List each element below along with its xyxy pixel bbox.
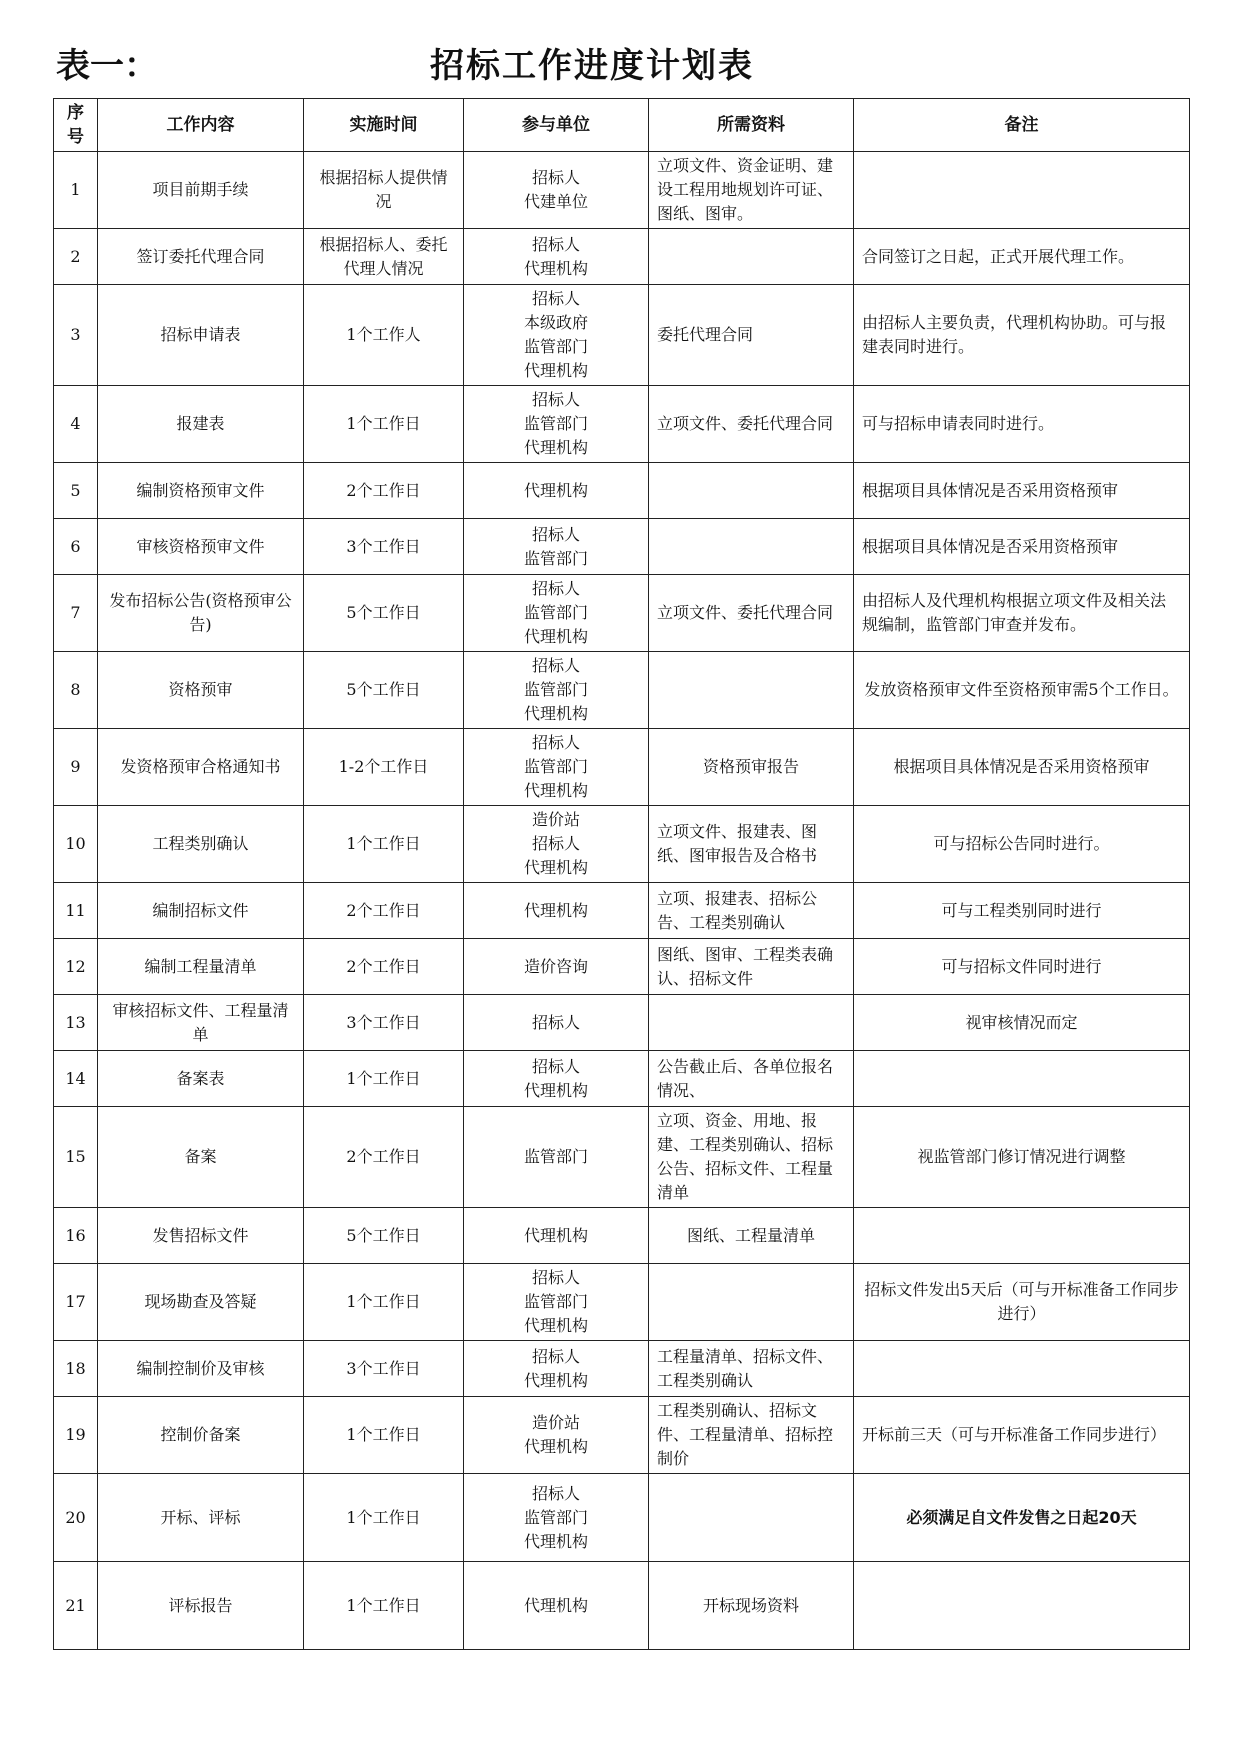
party-name: 造价站 bbox=[531, 810, 580, 829]
row-number: 11 bbox=[54, 883, 98, 939]
note-cell bbox=[854, 1562, 1190, 1650]
time-cell: 1-2个工作日 bbox=[304, 729, 464, 806]
task-cell: 发售招标文件 bbox=[98, 1208, 304, 1264]
note-cell: 由招标人及代理机构根据立项文件及相关法规编制，监管部门审查并发布。 bbox=[854, 575, 1190, 652]
column-header-parties: 参与单位 bbox=[464, 99, 649, 152]
task-cell: 开标、评标 bbox=[98, 1474, 304, 1562]
party-name: 招标人 bbox=[531, 656, 580, 675]
time-cell: 2个工作日 bbox=[304, 883, 464, 939]
column-header-time: 实施时间 bbox=[304, 99, 464, 152]
table-row bbox=[54, 463, 1190, 519]
time-cell: 5个工作日 bbox=[304, 652, 464, 729]
docs-cell: 委托代理合同 bbox=[649, 285, 854, 386]
schedule-table bbox=[53, 98, 1190, 1650]
row-number: 14 bbox=[54, 1051, 98, 1107]
parties-cell bbox=[464, 519, 649, 575]
row-number: 6 bbox=[54, 519, 98, 575]
note-cell: 合同签订之日起，正式开展代理工作。 bbox=[854, 229, 1190, 285]
party-name: 招标人 bbox=[531, 733, 580, 752]
party-name: 代理机构 bbox=[523, 1595, 588, 1615]
party-name: 代理机构 bbox=[523, 1531, 588, 1551]
task-cell: 现场勘查及答疑 bbox=[98, 1264, 304, 1341]
task-cell: 报建表 bbox=[98, 386, 304, 463]
time-cell: 1个工作日 bbox=[304, 1397, 464, 1474]
time-cell: 根据招标人、委托代理人情况 bbox=[304, 229, 464, 285]
party-name: 代理机构 bbox=[523, 1437, 588, 1456]
task-cell: 资格预审 bbox=[98, 652, 304, 729]
table-row bbox=[54, 386, 1190, 463]
table-row bbox=[54, 1474, 1190, 1562]
table-row bbox=[54, 1208, 1190, 1264]
parties-cell bbox=[464, 1562, 649, 1650]
docs-cell: 立项文件、委托代理合同 bbox=[649, 575, 854, 652]
docs-cell bbox=[649, 1264, 854, 1341]
party-name: 招标人 bbox=[531, 579, 580, 598]
note-cell: 可与招标公告同时进行。 bbox=[854, 806, 1190, 883]
time-cell: 2个工作日 bbox=[304, 1107, 464, 1208]
table-body bbox=[54, 152, 1190, 1650]
party-name: 监管部门 bbox=[523, 1507, 588, 1527]
table-row bbox=[54, 152, 1190, 229]
docs-cell bbox=[649, 463, 854, 519]
table-row bbox=[54, 939, 1190, 995]
docs-cell: 立项文件、委托代理合同 bbox=[649, 386, 854, 463]
note-cell: 根据项目具体情况是否采用资格预审 bbox=[854, 519, 1190, 575]
party-name: 代理机构 bbox=[523, 704, 588, 723]
note-cell: 招标文件发出5天后（可与开标准备工作同步进行） bbox=[854, 1264, 1190, 1341]
task-cell: 编制资格预审文件 bbox=[98, 463, 304, 519]
time-cell: 1个工作人 bbox=[304, 285, 464, 386]
parties-cell bbox=[464, 939, 649, 995]
task-cell: 发布招标公告(资格预审公告) bbox=[98, 575, 304, 652]
party-name: 监管部门 bbox=[523, 680, 588, 699]
party-name: 代理机构 bbox=[523, 258, 588, 278]
parties-cell bbox=[464, 575, 649, 652]
note-cell: 视监管部门修订情况进行调整 bbox=[854, 1107, 1190, 1208]
docs-cell: 资格预审报告 bbox=[649, 729, 854, 806]
party-name: 监管部门 bbox=[523, 603, 588, 622]
task-cell: 备案 bbox=[98, 1107, 304, 1208]
party-name: 监管部门 bbox=[523, 548, 588, 568]
task-cell: 编制工程量清单 bbox=[98, 939, 304, 995]
docs-cell: 公告截止后、各单位报名情况、 bbox=[649, 1051, 854, 1107]
parties-cell bbox=[464, 883, 649, 939]
party-name: 招标人 bbox=[531, 1346, 580, 1366]
docs-cell: 立项文件、资金证明、建设工程用地规划许可证、图纸、图审。 bbox=[649, 152, 854, 229]
row-number: 18 bbox=[54, 1341, 98, 1397]
table-row bbox=[54, 1107, 1190, 1208]
docs-cell: 工程类别确认、招标文件、工程量清单、招标控制价 bbox=[649, 1397, 854, 1474]
docs-cell bbox=[649, 995, 854, 1051]
party-name: 代理机构 bbox=[523, 858, 588, 877]
task-cell: 审核资格预审文件 bbox=[98, 519, 304, 575]
parties-cell bbox=[464, 1397, 649, 1474]
party-name: 监管部门 bbox=[523, 414, 588, 433]
row-number: 19 bbox=[54, 1397, 98, 1474]
table-row bbox=[54, 806, 1190, 883]
row-number: 15 bbox=[54, 1107, 98, 1208]
row-number: 16 bbox=[54, 1208, 98, 1264]
time-cell: 1个工作日 bbox=[304, 1562, 464, 1650]
task-cell: 控制价备案 bbox=[98, 1397, 304, 1474]
note-cell bbox=[854, 1208, 1190, 1264]
parties-cell bbox=[464, 152, 649, 229]
party-name: 代理机构 bbox=[523, 1080, 588, 1100]
time-cell: 5个工作日 bbox=[304, 1208, 464, 1264]
party-name: 造价站 bbox=[531, 1413, 580, 1432]
party-name: 代理机构 bbox=[523, 1370, 588, 1390]
column-header-task: 工作内容 bbox=[98, 99, 304, 152]
row-number: 7 bbox=[54, 575, 98, 652]
time-cell: 1个工作日 bbox=[304, 386, 464, 463]
docs-cell: 工程量清单、招标文件、工程类别确认 bbox=[649, 1341, 854, 1397]
row-number: 3 bbox=[54, 285, 98, 386]
task-cell: 项目前期手续 bbox=[98, 152, 304, 229]
table-row bbox=[54, 1051, 1190, 1107]
party-name: 招标人 bbox=[531, 289, 580, 308]
docs-cell: 立项、资金、用地、报建、工程类别确认、招标公告、招标文件、工程量清单 bbox=[649, 1107, 854, 1208]
table-row bbox=[54, 729, 1190, 806]
row-number: 20 bbox=[54, 1474, 98, 1562]
note-cell: 根据项目具体情况是否采用资格预审 bbox=[854, 729, 1190, 806]
row-number: 4 bbox=[54, 386, 98, 463]
party-name: 监管部门 bbox=[523, 337, 588, 356]
time-cell: 1个工作日 bbox=[304, 806, 464, 883]
party-name: 代理机构 bbox=[523, 438, 588, 457]
parties-cell bbox=[464, 995, 649, 1051]
column-header-no: 序号 bbox=[54, 99, 98, 152]
time-cell: 1个工作日 bbox=[304, 1051, 464, 1107]
note-cell: 由招标人主要负责，代理机构协助。可与报建表同时进行。 bbox=[854, 285, 1190, 386]
table-row bbox=[54, 1397, 1190, 1474]
parties-cell bbox=[464, 229, 649, 285]
page-title: 招标工作进度计划表 bbox=[430, 46, 754, 86]
docs-cell: 图纸、工程量清单 bbox=[649, 1208, 854, 1264]
docs-cell: 立项文件、报建表、图纸、图审报告及合格书 bbox=[649, 806, 854, 883]
task-cell: 签订委托代理合同 bbox=[98, 229, 304, 285]
party-name: 代建单位 bbox=[523, 192, 588, 211]
note-cell: 开标前三天（可与开标准备工作同步进行） bbox=[854, 1397, 1190, 1474]
row-number: 12 bbox=[54, 939, 98, 995]
parties-cell bbox=[464, 652, 649, 729]
row-number: 21 bbox=[54, 1562, 98, 1650]
party-name: 代理机构 bbox=[523, 627, 588, 646]
docs-cell bbox=[649, 1474, 854, 1562]
table-row bbox=[54, 575, 1190, 652]
task-cell: 备案表 bbox=[98, 1051, 304, 1107]
time-cell: 3个工作日 bbox=[304, 995, 464, 1051]
parties-cell bbox=[464, 1208, 649, 1264]
table-label: 表一： bbox=[56, 46, 158, 86]
party-name: 招标人 bbox=[531, 1012, 580, 1032]
task-cell: 招标申请表 bbox=[98, 285, 304, 386]
table-row bbox=[54, 1264, 1190, 1341]
task-cell: 审核招标文件、工程量清单 bbox=[98, 995, 304, 1051]
row-number: 17 bbox=[54, 1264, 98, 1341]
party-name: 监管部门 bbox=[523, 1147, 588, 1166]
docs-cell bbox=[649, 519, 854, 575]
task-cell: 编制招标文件 bbox=[98, 883, 304, 939]
table-row bbox=[54, 1562, 1190, 1650]
table-row bbox=[54, 995, 1190, 1051]
row-number: 13 bbox=[54, 995, 98, 1051]
parties-cell bbox=[464, 1107, 649, 1208]
note-cell: 视审核情况而定 bbox=[854, 995, 1190, 1051]
parties-cell bbox=[464, 1051, 649, 1107]
table-row bbox=[54, 652, 1190, 729]
note-cell: 根据项目具体情况是否采用资格预审 bbox=[854, 463, 1190, 519]
table-row bbox=[54, 519, 1190, 575]
note-cell bbox=[854, 1341, 1190, 1397]
party-name: 代理机构 bbox=[523, 1316, 588, 1335]
parties-cell bbox=[464, 386, 649, 463]
time-cell: 3个工作日 bbox=[304, 1341, 464, 1397]
task-cell: 评标报告 bbox=[98, 1562, 304, 1650]
note-cell: 可与工程类别同时进行 bbox=[854, 883, 1190, 939]
column-header-note: 备注 bbox=[854, 99, 1190, 152]
row-number: 1 bbox=[54, 152, 98, 229]
party-name: 代理机构 bbox=[523, 900, 588, 920]
party-name: 本级政府 bbox=[523, 313, 588, 332]
task-cell: 编制控制价及审核 bbox=[98, 1341, 304, 1397]
parties-cell bbox=[464, 806, 649, 883]
row-number: 9 bbox=[54, 729, 98, 806]
table-row bbox=[54, 229, 1190, 285]
party-name: 招标人 bbox=[531, 1056, 580, 1076]
docs-cell: 开标现场资料 bbox=[649, 1562, 854, 1650]
table-row bbox=[54, 285, 1190, 386]
parties-cell bbox=[464, 1341, 649, 1397]
docs-cell: 立项、报建表、招标公告、工程类别确认 bbox=[649, 883, 854, 939]
time-cell: 2个工作日 bbox=[304, 463, 464, 519]
parties-cell bbox=[464, 1474, 649, 1562]
party-name: 招标人 bbox=[531, 390, 580, 409]
party-name: 代理机构 bbox=[523, 480, 588, 500]
party-name: 招标人 bbox=[531, 1268, 580, 1287]
time-cell: 1个工作日 bbox=[304, 1264, 464, 1341]
row-number: 8 bbox=[54, 652, 98, 729]
party-name: 代理机构 bbox=[523, 1225, 588, 1245]
column-header-docs: 所需资料 bbox=[649, 99, 854, 152]
docs-cell bbox=[649, 229, 854, 285]
header-row bbox=[54, 99, 1190, 152]
note-cell: 可与招标文件同时进行 bbox=[854, 939, 1190, 995]
party-name: 造价咨询 bbox=[523, 956, 588, 976]
parties-cell bbox=[464, 285, 649, 386]
row-number: 2 bbox=[54, 229, 98, 285]
party-name: 监管部门 bbox=[523, 1292, 588, 1311]
time-cell: 5个工作日 bbox=[304, 575, 464, 652]
note-cell: 必须满足自文件发售之日起20天 bbox=[854, 1474, 1190, 1562]
party-name: 代理机构 bbox=[523, 361, 588, 380]
party-name: 招标人 bbox=[531, 168, 580, 187]
time-cell: 根据招标人提供情况 bbox=[304, 152, 464, 229]
party-name: 代理机构 bbox=[523, 781, 588, 800]
note-cell: 可与招标申请表同时进行。 bbox=[854, 386, 1190, 463]
parties-cell bbox=[464, 1264, 649, 1341]
note-cell bbox=[854, 152, 1190, 229]
time-cell: 3个工作日 bbox=[304, 519, 464, 575]
party-name: 招标人 bbox=[531, 1483, 580, 1503]
note-cell bbox=[854, 1051, 1190, 1107]
parties-cell bbox=[464, 729, 649, 806]
table-row bbox=[54, 883, 1190, 939]
party-name: 招标人 bbox=[531, 834, 580, 853]
party-name: 招标人 bbox=[531, 234, 580, 254]
row-number: 5 bbox=[54, 463, 98, 519]
time-cell: 1个工作日 bbox=[304, 1474, 464, 1562]
task-cell: 发资格预审合格通知书 bbox=[98, 729, 304, 806]
row-number: 10 bbox=[54, 806, 98, 883]
party-name: 招标人 bbox=[531, 524, 580, 544]
note-cell: 发放资格预审文件至资格预审需5个工作日。 bbox=[854, 652, 1190, 729]
docs-cell bbox=[649, 652, 854, 729]
task-cell: 工程类别确认 bbox=[98, 806, 304, 883]
party-name: 监管部门 bbox=[523, 757, 588, 776]
time-cell: 2个工作日 bbox=[304, 939, 464, 995]
docs-cell: 图纸、图审、工程类表确认、招标文件 bbox=[649, 939, 854, 995]
table-row bbox=[54, 1341, 1190, 1397]
parties-cell bbox=[464, 463, 649, 519]
